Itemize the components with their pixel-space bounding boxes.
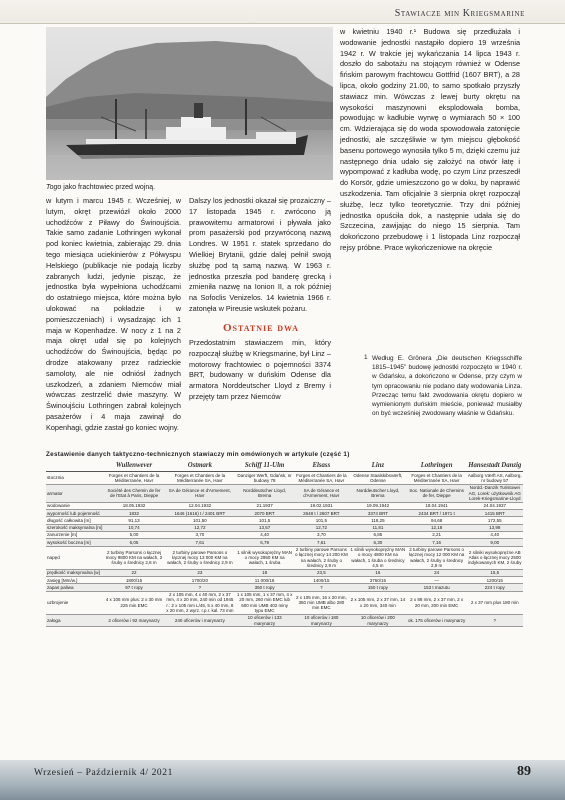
table-cell: 91,13: [104, 517, 164, 524]
table-row-label: uzbrojenie: [46, 591, 104, 614]
table-cell: 153 t mazutu: [407, 584, 467, 591]
table-header-cell: Ostmark: [164, 460, 236, 472]
table-cell: 3374 BRT: [349, 510, 406, 517]
table-cell: 1 silnik wysokoprężny MAN o mocy 4800 KM na wałach, 1 śruba o średnicy 4,5 m: [350, 547, 406, 568]
table-cell: 2 silniki wysokoprężne AB Atlas o łącznej mocy 2500 indykowanych KM, 2 śruby: [467, 546, 523, 569]
text-column-left: w lutym i marcu 1945 r. Wcześniej, w lutym, okręt przewiózł około 2000 uchodźców z Piławy do Świnoujścia. Takie samo zadanie Lothringen wykonał pod koniec kwietnia, zabierając 29. dnia tego miesiąca uciekinierów z Półwyspu Helskiego (publikacje nie podają liczby zabranych ludzi, jedynie pisząc, że jednostka była wypełniona uchodźcami do ostatniego miejsca, które można było ulokować na pokładzie i w pomieszczeniach) i wysadzając ich 1 maja w Kopenhadze. W nocy z 1 na 2 maja okręt udał się po kolejnych uchodźców do Świnoujścia, będąc po drodze atakowany przez radzieckie samoloty, ale nie odniósł żadnych uszkodzeń, a zdaniem Niemców miał wówczas zestrzelić dwie maszyny. W Świnoujściu Lothringen zabrał kolejnych pasażerów i 4 maja zawinął do Kopenhagi, gdzie zastał go koniec wojny.: [46, 196, 181, 432]
table-cell: 6,30: [349, 539, 406, 546]
table-cell: 18: [236, 569, 294, 576]
table-header-cell: Elsass: [294, 460, 350, 472]
footer-band: [0, 760, 565, 800]
table-cell: 1415 BRT: [467, 510, 523, 517]
table-cell: SA de Gérance et d'Armement, Havr: [164, 484, 236, 502]
header-bar: [0, 0, 565, 24]
table-cell: 224 t ropy: [467, 584, 523, 591]
table-row-label: szerokość maksymalna [m]: [47, 525, 103, 531]
table-cell: 1646 (1616) t / 2401 BRT: [164, 510, 236, 517]
section-subheading: Ostatnie dwa: [223, 322, 299, 334]
table-cell: 240 oficerów i marynarzy: [164, 614, 236, 627]
table-cell: 11,81: [349, 524, 406, 531]
table-cell: 19.09.1942: [349, 502, 406, 509]
table-cell: 11 000/16: [236, 577, 294, 584]
text-column-middle: Dalszy los jednostki okazał się prozaiczny – 17 listopada 1945 r. zwrócono ją prawowitemu armatorowi i pływała jako prom pasażerski pod przywróconą nazwą Londres. W 1951 r. statek sprzedano do Wielkiej Brytanii, gdzie dalej pełnił swoją służbę pod tą samą nazwą. W 1963 r. jednostka przeszła pod banderę grecką i zmieniła nazwę na Ionion II, a rok później na Sofoclis Venizelos. 14 kwietnia 1966 r. zatonęła w Pireusie wskutek pożaru.: [189, 196, 331, 313]
table-cell: 2,21: [407, 531, 467, 538]
table-cell: Nordd.-Danzik Turistowei AG, Lorek: użytkownik AG Lorek-Kriegsmarine-Lloyd: [467, 484, 523, 502]
table-row: [46, 539, 523, 546]
table-row: [46, 510, 523, 517]
table-cell: 10 oficerów i 180 marynarzy: [294, 614, 350, 627]
table-row-label: długość całkowita [m]: [46, 517, 104, 524]
table-header-cell: Schiff 11-Ulm: [236, 460, 294, 472]
table-cell: 150 t ropy: [349, 584, 406, 591]
table-cell: 21.1937: [236, 502, 294, 509]
footnote-mark: 1: [364, 354, 368, 361]
table-cell: Forges et Chantiers de la Méditerranée SA, Havr: [164, 472, 236, 485]
table-cell: 118,25: [349, 517, 406, 524]
table-cell: Norddeutscher Lloyd, Brema: [236, 484, 294, 502]
table-row: [46, 524, 523, 531]
issue-label: Wrzesień – Październik 4/ 2021: [34, 768, 173, 778]
table-cell: 3760/15: [349, 577, 406, 584]
table-cell: 2 turbiny Parsons o łącznej mocy 9800 KM na wałach, 2 śruby o średnicy 2,6 m: [104, 546, 164, 569]
caption-text: jako frachtowiec przed wojną.: [61, 184, 156, 191]
table-cell: 1400/15: [294, 577, 350, 584]
table-row: [46, 484, 523, 502]
table-cell: 13,98: [467, 524, 523, 531]
table-row-label: wodowanie: [46, 502, 104, 509]
table-cell: 18.05.1932: [104, 502, 164, 509]
footnote: Według E. Grönera „Die deutschen Kriegsschiffe 1815–1945” budowę jednostki rozpoczęto w 1940 r. w Gdańsku, a dokończono w Odense, przy czym w tym opracowaniu nie podano daty wodowania Linza. Przecząc temu fakt zwodowania okrętu dopiero w wymienionym duńskim mieście, ponieważ musiałby on być wcześniej zwodowany właśnie w Gdańsku.: [372, 355, 522, 418]
table-cell: 1700/20: [164, 577, 236, 584]
table-cell: 24: [407, 569, 467, 576]
table-cell: 2 x 37 mm plus 180 min: [467, 591, 523, 614]
table-cell: —: [407, 577, 467, 584]
photo-caption: [46, 184, 155, 191]
table-cell: 12,72: [164, 524, 236, 531]
table-header-cell: Linz: [349, 460, 406, 472]
table-cell: 7,61: [294, 539, 350, 546]
table-cell: 350 t ropy: [236, 584, 294, 591]
table-cell: 1832: [104, 510, 164, 517]
table-cell: 4 x 105 mm plus: 2 x 30 mm 225 min EMC: [104, 591, 164, 614]
table-row: [46, 591, 523, 614]
table-cell: 97 t ropy: [104, 584, 164, 591]
table-row-label: zanurzenie [m]: [46, 531, 104, 538]
table-cell: Aalborg Værft AS, Aalborg, nr budowy 57: [467, 472, 522, 484]
table-cell: 3,70: [294, 531, 350, 538]
table-cell: 7,61: [164, 539, 236, 546]
table-cell: 101,5: [236, 517, 294, 524]
caption-ship-name: Togo: [46, 184, 62, 191]
table-cell: 13,57: [236, 524, 294, 531]
table-cell: 22: [104, 569, 164, 576]
table-row: [46, 546, 523, 569]
table-cell: 2 turbiny parowe Parsons o łącznej mocy 12 000 KM na wałach, 2 śruby o średnicy 2,9 m: [407, 546, 467, 569]
text-column-right: w kwietniu 1940 r.¹ Budowa się przedłużała i wodowanie jednostki nastąpiło dopiero 19 września 1942 r. W trakcie jej wykańczania 14 lipca 1943 r. doszło do sabotażu na stojącym również w Odense fińskim parowym frachtowcu Gottfrid (1607 BRT), a 28 lipca, około godziny 21.00, to samo spotkało przyszły stawiacz min. Wówczas z lewej burty okrętu na wysokości maszynowni eksplodowała bomba, powodując w kadłubie wyrwę o wymiarach 50 × 100 cm. Wdzierająca się do woda spowodowała zatonięcie jednostki, ale szczęśliwie w tym miejscu głębokość basenu portowego wynosiła tylko 5 m, dzięki czemu już następnego dnia udało się założyć na otwór łatę i wypompować z kadłuba wodę, po czym Linz przeszedł do Korsör, gdzie umieszczono go w doku, by naprawić uszkodzenia. Tam oficjalnie 3 sierpnia okręt rozpoczął służbę, lecz tylko teoretycznie. Trzy dni później jednostka opuściła dok, a następnie udała się do Szczecina, zawijając do niego 15 sierpnia. Tam dokończono przebudowę i 1 listopada Linz rozpoczął rejsy próbne. Prace wykończeniowe na okręcie: [340, 27, 520, 252]
table-cell: 2 x 105 mm, 16 x 20 mm, 350 min UMB albo 280 min EMC: [294, 591, 350, 614]
table-header-cell: [46, 460, 104, 472]
table-row: [46, 569, 523, 576]
table-cell: 23: [164, 569, 236, 576]
table-cell: 18.04.1941: [407, 502, 467, 509]
table-title: Zestawienie danych taktyczno-technicznych stawiaczy min omówionych w artykule (część 1): [46, 451, 350, 458]
table-cell: 24.04.1937: [467, 502, 523, 509]
table-row-label: napęd: [46, 546, 104, 569]
table-cell: 12.04.1932: [164, 502, 236, 509]
table-cell: 10 oficerów i 133 marynarzy: [236, 614, 294, 627]
table-cell: Forges et Chantiers de la Méditerranée SA, Havr: [294, 472, 350, 485]
table-cell: 7,16: [407, 539, 467, 546]
table-cell: 2 oficerów i 92 marynarzy: [104, 614, 164, 627]
table-cell: 2434 BRT / 1971 t: [407, 510, 467, 517]
table-cell: Odense Staalskibsværft, Odense: [349, 472, 406, 485]
table-cell: ok. 175 oficerów i marynarzy: [407, 614, 467, 627]
table-cell: 15,5: [467, 569, 523, 576]
table-row: [46, 614, 523, 627]
table-cell: Norddeutscher Lloyd, Brema: [349, 484, 406, 502]
table-cell: 101,50: [164, 517, 236, 524]
table-cell: 23,5: [294, 569, 350, 576]
ship-photo-illustration: [46, 27, 333, 180]
table-cell: 19.02.1931: [294, 502, 350, 509]
table-row-label: zapas paliwa: [46, 584, 104, 591]
table-row: [46, 472, 523, 485]
table-cell: 2 x 105 mm, 2 x 37 mm, 14 x 20 mm, 340 min: [349, 591, 406, 614]
table-cell: ?: [294, 584, 350, 591]
ship-photo: [46, 27, 333, 180]
table-cell: 1 x 105 mm, 1 x 37 mm, 4 x 20 mm, 260 min EMC lub 600 min UMB 402 miny typu EMC: [236, 592, 293, 614]
specifications-table: [46, 460, 523, 627]
table-row-label: wysokość boczna [m]: [46, 539, 104, 546]
table-header-cell: Wullenwever: [104, 460, 164, 472]
table-cell: 2 turbiny parowe Parsons o łącznej mocy 14 200 KM na wałach, 2 śruby o średnicy 2,9 m: [294, 547, 348, 568]
table-cell: 12,18: [407, 524, 467, 531]
table-cell: Danziger Werft, Gdańsk, nr budowy 78: [237, 472, 292, 484]
table-cell: 94,68: [407, 517, 467, 524]
table-cell: 1200/15: [467, 577, 523, 584]
section-title: Stawiacze min Kriegsmarine: [394, 8, 525, 19]
table-cell: 6,05: [104, 539, 164, 546]
table-cell: SA de Gérance et d'Armement, Havr: [294, 484, 350, 502]
table-cell: 2070 BRT: [236, 510, 294, 517]
table-cell: 5,00: [104, 531, 164, 538]
text-column-middle-continued: Przedostatnim stawiaczem min, który rozpoczął służbę w Kriegsmarine, był Linz – motorowy frachtowiec o pojemności 3374 BRT, budowany w duńskim Odense dla armatora Norddeutscher Lloyd z Bremy i przejęty tam przez Niemców: [189, 338, 331, 401]
table-row: [46, 517, 523, 524]
table-cell: 2 turbiny parowe Parsons o łącznej mocy 13 000 KM na wałach, 2 śruby o średnicy 2,9 m: [164, 546, 236, 569]
table-row: [46, 531, 523, 538]
table-cell: 9,00: [467, 539, 523, 546]
table-cell: 6,85: [349, 531, 406, 538]
table-cell: 4,40: [467, 531, 523, 538]
table-row-label: prędkość maksymalna [w]: [46, 569, 104, 576]
table-cell: 10 oficerów i 200 marynarzy: [349, 614, 406, 627]
table-row-label: załoga: [46, 614, 104, 627]
table-cell: 1 silnik wysokoprężny MAN o mocy 2950 KM na wałach, 1 śruba: [236, 546, 294, 569]
table-cell: 6,79: [236, 539, 294, 546]
table-row-label: stocznia: [46, 472, 104, 485]
table-cell: 4,40: [236, 531, 294, 538]
table-row: [46, 584, 523, 591]
table-cell: 172,55: [467, 517, 523, 524]
table-cell: ?: [164, 584, 236, 591]
table-header-row: [46, 460, 523, 472]
table-cell: ?: [467, 614, 523, 627]
table-header-cell: Lothringen: [407, 460, 467, 472]
table-cell: Forges et Chantiers de la Méditerranée SA, Havr: [407, 472, 467, 485]
table-cell: 12,72: [294, 524, 350, 531]
table-cell: 1800/15: [104, 577, 164, 584]
table-cell: Forges et Chantiers de la Méditerranée, Havr: [104, 472, 164, 485]
table-row: [46, 577, 523, 584]
table-row-label: armator: [46, 484, 104, 502]
table-cell: 3,70: [164, 531, 236, 538]
table-header-cell: Hansestadt Danzig: [467, 460, 523, 472]
table-cell: 10,74: [104, 524, 164, 531]
table-cell: 2 x 88 mm, 2 x 37 mm, 2 x 20 mm, 200 min EMC: [407, 591, 467, 614]
table-row-label: zasięg [Mm/w.]: [46, 577, 104, 584]
table-cell: 2648 t / 2607 BRT: [294, 510, 350, 517]
table-row-label: wyporność lub pojemność: [46, 510, 104, 517]
table-cell: Société des Chemin de fer de l'Etat à Paris, Dieppe: [104, 484, 164, 502]
table-cell: 16: [349, 569, 406, 576]
table-row: [46, 502, 523, 509]
page-number: 89: [517, 764, 531, 779]
table-cell: Soc. Nationale de Chemins de fer, Dieppe: [407, 484, 467, 502]
table-cell: 101,5: [294, 517, 350, 524]
table-cell: 2 x 105 mm, 4 x 40 mm, 2 x 37 mm, 4 x 20 mm, 240 min od 1945 r.: 2 x 105 mm L/45, 5 x 40 mm, 8 x 20 mm, 2 wyrz. r.p.r. kal. 73 mm: [164, 591, 236, 614]
